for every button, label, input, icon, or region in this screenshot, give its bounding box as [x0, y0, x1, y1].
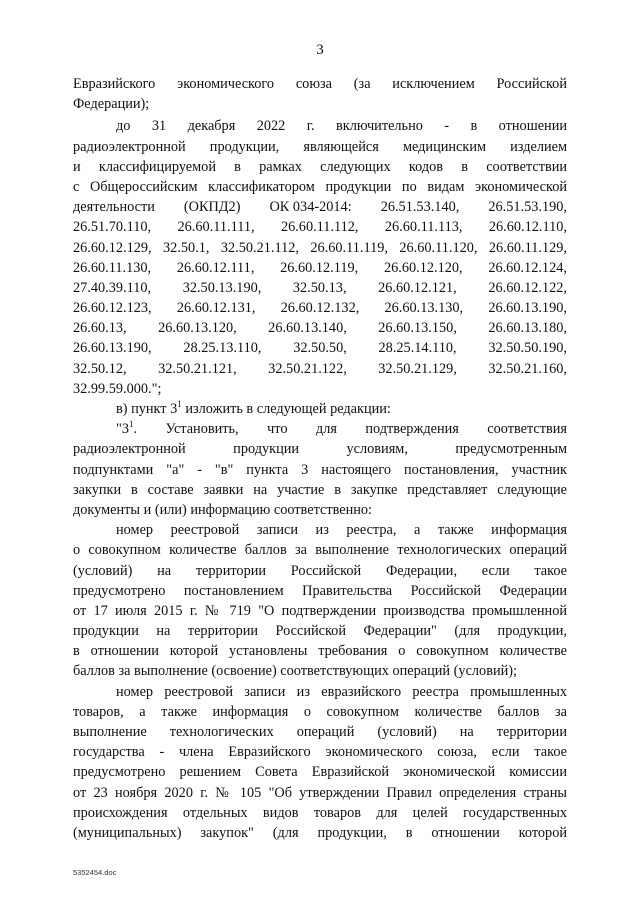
text-line: до 31 декабря 2022 г. включительно - в отношении	[116, 118, 567, 135]
code-item: 26.60.12.122,	[488, 279, 567, 296]
code-item: 32.50.13,	[292, 279, 347, 296]
text-line: государства - члена Евразийского экономического союза, если такое	[73, 744, 567, 761]
text-line: и классифицируемой в рамках следующих кодов в соответствии	[73, 158, 567, 175]
code-item: деятельности	[73, 199, 155, 216]
code-item: 32.50.13.190,	[182, 279, 262, 296]
code-item: 26.51.70.110,	[73, 219, 152, 236]
text-line: баллов за выполнение (освоение) соответствующих операций (условий);	[73, 663, 517, 680]
text-line: закупки в составе заявки на участие в закупке представляет следующие	[73, 481, 567, 498]
page-number: 3	[316, 42, 324, 58]
code-item: 26.60.11.120,	[399, 239, 478, 256]
text-line: происхождения отдельных видов товаров для целей государственных	[73, 804, 567, 821]
text-line: в отношении которой установлены требования о совокупном количестве	[73, 643, 567, 660]
code-item: 26.60.12.111,	[176, 259, 255, 276]
code-item: 26.60.12.129,	[73, 239, 152, 256]
code-row	[73, 338, 567, 358]
code-item: 32.50.12,	[73, 360, 127, 377]
text-line: подпунктами "а" - "в" пункта 3 настоящего постановления, участник	[73, 461, 567, 478]
code-item: 26.60.13.140,	[268, 320, 347, 337]
code-item: 26.60.13.190,	[488, 300, 567, 317]
code-item: ОК 034-2014:	[269, 199, 352, 216]
new-point-first-line	[73, 419, 567, 439]
code-item: (ОКПД2)	[183, 199, 241, 216]
code-item: 32.50.50,	[293, 340, 347, 357]
text-line: номер реестровой записи из реестра, а также информация	[116, 522, 567, 539]
text-line: от 17 июля 2015 г. № 719 "О подтверждении производства промышленной	[73, 602, 567, 619]
code-row	[73, 258, 567, 278]
text-line: о совокупном количестве баллов за выполнение технологических операций	[73, 542, 567, 559]
code-item: 32.99.59.000.";	[73, 380, 162, 397]
code-item: 26.60.13.150,	[378, 320, 457, 337]
text-line: от 23 ноября 2020 г. № 105 "Об утверждении Правил определения страны	[73, 784, 567, 801]
code-item: 26.60.13.180,	[488, 320, 567, 337]
text-line: радиоэлектронной продукции, являющейся медицинским изделием	[73, 138, 567, 155]
code-item: 26.60.12.110,	[488, 219, 567, 236]
code-item: 28.25.14.110,	[378, 340, 457, 357]
code-item: 32.50.21.121,	[158, 360, 237, 377]
text-line: документы и (или) информацию соответственно:	[73, 501, 373, 518]
code-row	[73, 379, 567, 399]
code-item: 32.50.21.160,	[488, 360, 567, 377]
text-line: (муниципальных) закупок" (для продукции, в отношении которой	[73, 824, 567, 841]
text-line: номер реестровой записи из евразийского реестра промышленных	[116, 683, 567, 700]
item-b-text: изложить в следующей редакции:	[181, 401, 391, 417]
point-label: "3	[116, 421, 129, 438]
code-item: 26.60.11.113,	[384, 219, 463, 236]
text-line: радиоэлектронной продукции условиям, предусмотренным	[73, 441, 567, 458]
code-item: 26.60.11.111,	[177, 219, 255, 236]
code-row	[73, 318, 567, 338]
text-line: с Общероссийским классификатором продукции по видам экономической	[73, 178, 567, 195]
superscript: 1	[177, 399, 182, 410]
code-item: 26.60.13,	[73, 320, 127, 337]
footer-filename: 5352454.doc	[73, 868, 117, 877]
code-list	[73, 217, 567, 379]
code-item: 32.50.21.122,	[268, 360, 347, 377]
code-row	[73, 217, 567, 237]
document-body	[73, 74, 567, 843]
code-row	[73, 298, 567, 318]
code-item: 26.60.12.121,	[378, 279, 457, 296]
code-item: 26.51.53.140,	[380, 199, 460, 216]
code-item: 26.60.11.130,	[73, 259, 152, 276]
code-item: 26.60.12.120,	[383, 259, 463, 276]
code-item: 28.25.13.110,	[183, 340, 262, 357]
text-line: продукции на территории Российской Федерации" (для продукции,	[73, 623, 567, 640]
code-item: 26.60.12.124,	[488, 259, 567, 276]
code-item: 26.60.12.119,	[280, 259, 359, 276]
code-item: 26.60.12.132,	[280, 300, 360, 317]
item-b-text: в) пункт 3	[116, 401, 178, 417]
code-item: 27.40.39.110,	[73, 279, 152, 296]
code-row	[73, 278, 567, 298]
code-item: 26.51.53.190,	[488, 199, 567, 216]
text-line: Федерации);	[73, 96, 150, 113]
text-line: товаров, а также информация о совокупном количестве баллов за	[73, 703, 567, 720]
code-item: 32.50.1,	[163, 239, 210, 256]
item-b-line	[73, 399, 567, 419]
code-item: 32.50.21.112,	[220, 239, 299, 256]
code-row	[73, 238, 567, 258]
text-line: выполнение технологических операций (условий) на территории	[73, 724, 567, 740]
code-item: 26.60.12.123,	[73, 300, 152, 317]
text-line: Евразийского экономического союза (за исключением Российской	[73, 76, 567, 92]
code-item: 26.60.13.190,	[73, 340, 152, 357]
code-item: 26.60.11.119,	[310, 239, 388, 256]
code-row	[73, 359, 567, 379]
code-item: 32.50.50.190,	[488, 340, 567, 357]
code-item: 26.60.11.129,	[488, 239, 567, 256]
superscript: 1	[129, 419, 134, 430]
code-item: 26.60.13.130,	[384, 300, 464, 317]
text-line: (условий) на территории Российской Федерации, если такое	[73, 562, 567, 579]
code-item: 32.50.21.129,	[378, 360, 457, 377]
code-item: 26.60.11.112,	[280, 219, 359, 236]
text-line: предусмотрено решением Совета Евразийской экономической комиссии	[73, 764, 567, 781]
okpd-line	[73, 197, 567, 217]
code-item: 26.60.13.120,	[158, 320, 237, 337]
point-text: . Установить, что для подтверждения соответствия	[133, 421, 567, 438]
text-line: предусмотрено постановлением Правительства Российской Федерации	[73, 582, 567, 599]
code-item: 26.60.12.131,	[176, 300, 256, 317]
